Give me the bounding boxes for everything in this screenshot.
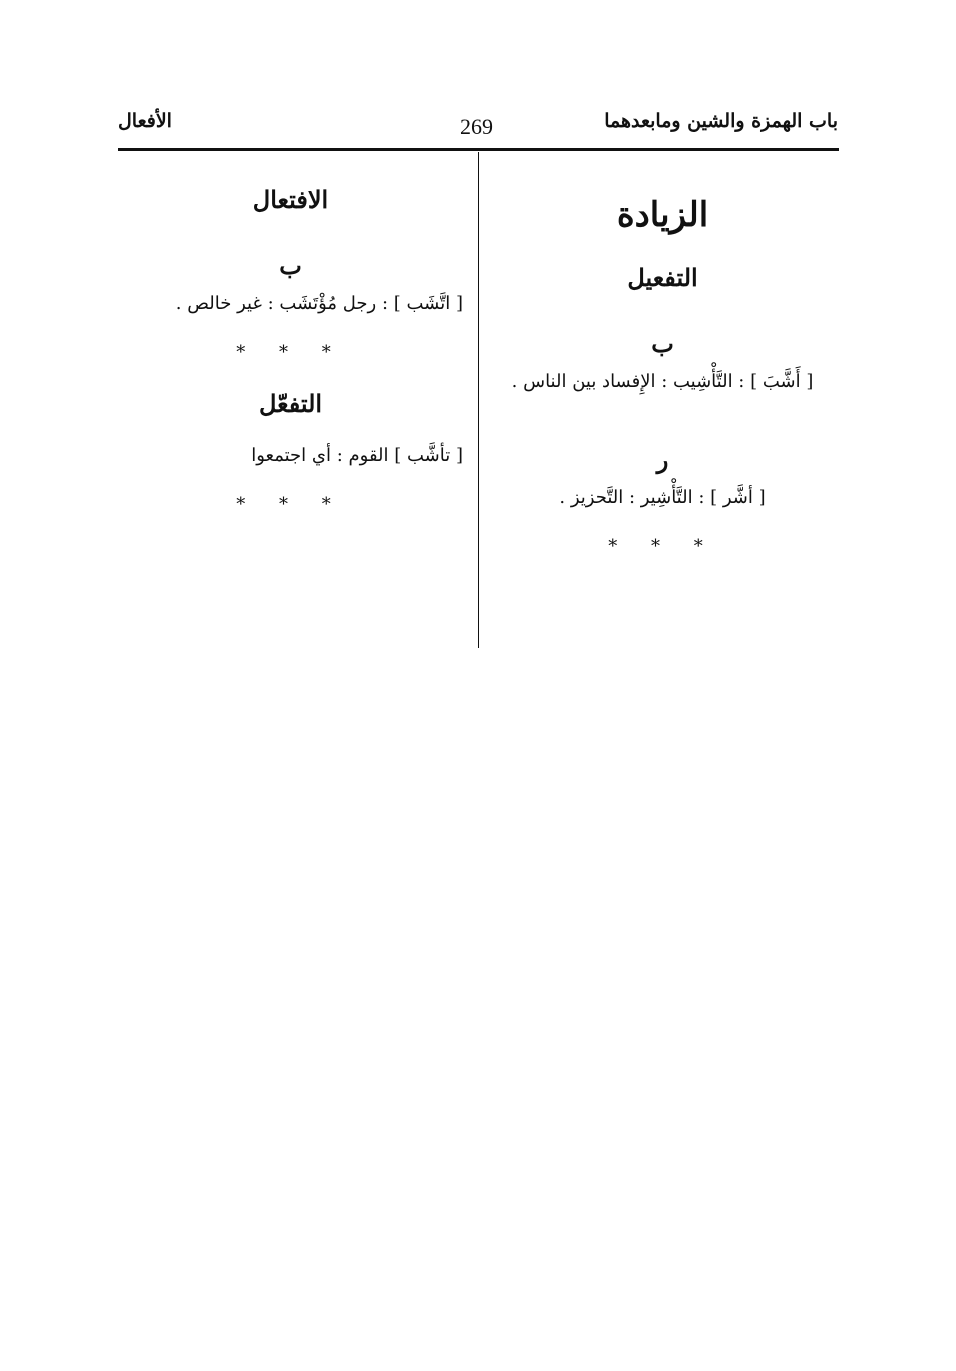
root-letter: ب: [651, 329, 674, 358]
dictionary-entry: [ تأشَّب ] القوم : أي اجتمعوا: [251, 445, 463, 466]
right-column: [490, 186, 835, 564]
page-number: 269: [460, 114, 493, 139]
dictionary-entry: [ اتَّشَب ] : رجل مُؤْتَشَب : غير خالص .: [175, 293, 463, 314]
running-header-section: باب الهمزة والشين ومابعدهما: [604, 110, 838, 132]
dictionary-entry: [ أشَّر ] : التَّأْشِير : التَّحزيز .: [559, 487, 766, 508]
section-separator: * * *: [236, 342, 345, 363]
form-heading: التفعيل: [627, 263, 698, 292]
column-divider: [478, 152, 479, 648]
form-heading: التفعّل: [258, 389, 323, 418]
root-letter: ر: [656, 445, 669, 474]
left-column: [118, 180, 463, 522]
form-heading: الافتعال: [252, 185, 329, 214]
running-header-chapter: الأفعال: [118, 110, 172, 132]
section-separator: * * *: [608, 536, 717, 557]
dictionary-entry: [ أَشَّبَ ] : التَّأْشِيب : الإِفساد بين الناس .: [511, 371, 814, 392]
header-rule: [118, 148, 839, 151]
section-heading: الزيادة: [616, 195, 709, 235]
section-separator: * * *: [236, 494, 345, 515]
root-letter: ب: [279, 251, 302, 280]
